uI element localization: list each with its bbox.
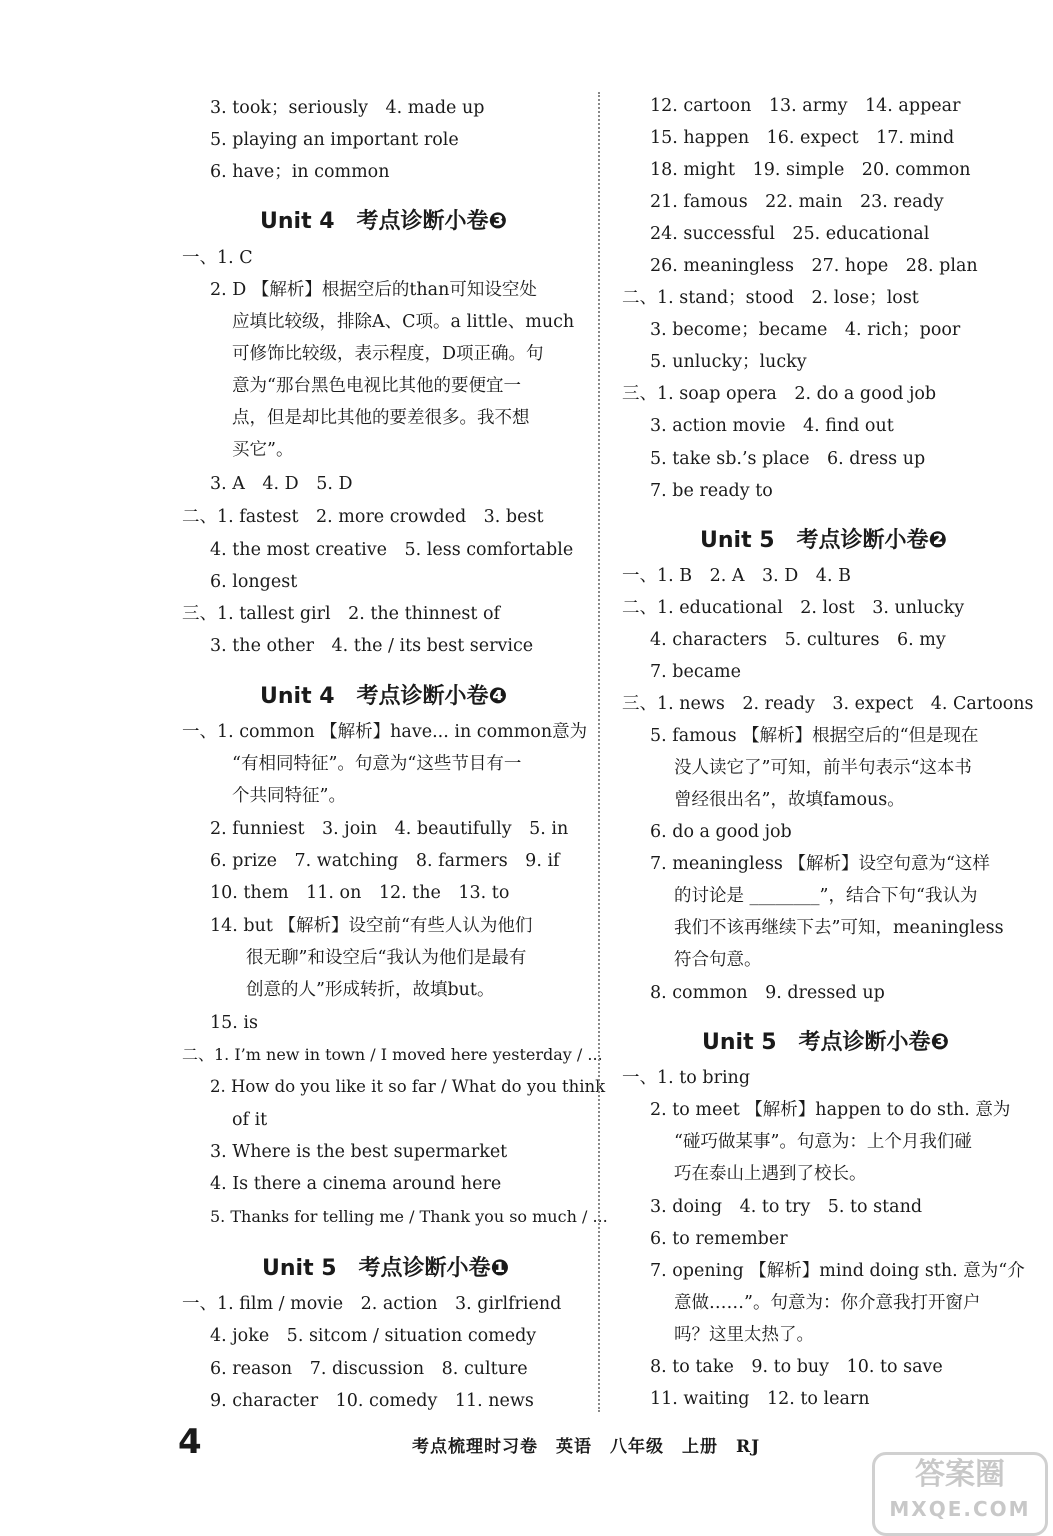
- answer-line: 3. become；became 4. rich；poor: [650, 320, 961, 340]
- answer-line: 4. characters 5. cultures 6. my: [650, 630, 946, 650]
- answer-line: 5. playing an important role: [210, 130, 459, 150]
- answer-line: 4. Is there a cinema around here: [210, 1174, 502, 1194]
- answer-line: 6. prize 7. watching 8. farmers 9. if: [210, 851, 560, 871]
- answer-line: 21. famous 22. main 23. ready: [650, 192, 944, 212]
- answer-line: 三、1. soap opera 2. do a good job: [622, 384, 937, 404]
- answer-line: 15. is: [210, 1013, 258, 1033]
- answer-line: 的讨论是 ________”，结合下句“我认为: [674, 886, 978, 906]
- answer-line: “有相同特征”。句意为“这些节目有一: [232, 754, 522, 774]
- answer-line: 6. to remember: [650, 1229, 788, 1249]
- answer-line: 很无聊”和设空后“我认为他们是最有: [246, 948, 527, 968]
- answer-line: 吗？这里太热了。: [674, 1325, 814, 1345]
- answer-line: 15. happen 16. expect 17. mind: [650, 128, 955, 148]
- answer-line: 3. took；seriously 4. made up: [210, 98, 485, 118]
- answer-line: of it: [232, 1110, 268, 1130]
- answer-line: 一、1. to bring: [622, 1068, 751, 1088]
- answer-line: 10. them 11. on 12. the 13. to: [210, 883, 510, 903]
- answer-line: 3. action movie 4. find out: [650, 416, 894, 436]
- answer-line: 6. longest: [210, 572, 298, 592]
- watermark-text: 答案圈: [915, 1457, 1005, 1492]
- answer-line: “碰巧做某事”。句意为：上个月我们碰: [674, 1132, 972, 1152]
- answer-line: 三、1. tallest girl 2. the thinnest of: [182, 604, 500, 624]
- answer-line: 2. D 【解析】根据空后的than可知设空处: [210, 280, 537, 300]
- book-info-footer: 考点梳理时习卷 英语 八年级 上册 RJ: [412, 1437, 761, 1457]
- answer-line: 我们不该再继续下去”可知，meaningless: [674, 918, 1004, 938]
- answer-line: 可修饰比较级，表示程度，D项正确。句: [232, 344, 544, 364]
- answer-line: 点，但是却比其他的要差很多。我不想: [232, 408, 530, 428]
- answer-line: 意做……”。句意为：你介意我打开窗户: [674, 1293, 981, 1313]
- answer-line: 7. be ready to: [650, 481, 773, 501]
- answer-line: 12. cartoon 13. army 14. appear: [650, 96, 961, 116]
- answer-line: 二、1. fastest 2. more crowded 3. best: [182, 507, 544, 527]
- answer-line: 5. take sb.’s place 6. dress up: [650, 449, 926, 469]
- answer-line: 一、1. common 【解析】have... in common意为: [182, 722, 588, 742]
- watermark-logo: [872, 1452, 1048, 1536]
- answer-line: 8. to take 9. to buy 10. to save: [650, 1357, 943, 1377]
- answer-line: 一、1. C: [182, 248, 253, 268]
- answer-line: 4. the most creative 5. less comfortable: [210, 540, 574, 560]
- answer-line: 意为“那台黑色电视比其他的要便宜一: [232, 376, 521, 396]
- watermark-url: MXQE.COM: [889, 1497, 1031, 1521]
- answer-line: 5. Thanks for telling me / Thank you so much / ...: [210, 1207, 608, 1226]
- answer-line: 11. waiting 12. to learn: [650, 1389, 870, 1409]
- answer-line: 24. successful 25. educational: [650, 224, 930, 244]
- answer-line: 个共同特征”。: [232, 786, 346, 806]
- answer-line: 一、1. film / movie 2. action 3. girlfriend: [182, 1294, 562, 1314]
- answer-line: 没人读它了”可知，前半句表示“这本书: [674, 758, 972, 778]
- answer-line: 5. famous 【解析】根据空后的“但是现在: [650, 726, 979, 746]
- answer-line: 三、1. news 2. ready 3. expect 4. Cartoons: [622, 694, 1034, 714]
- answer-line: 14. but 【解析】设空前“有些人认为他们: [210, 916, 533, 936]
- answer-line: 2. to meet 【解析】happen to do sth. 意为: [650, 1100, 1011, 1120]
- answer-line: 7. became: [650, 662, 742, 682]
- section-heading: Unit 5 考点诊断小卷❶: [262, 1256, 510, 1281]
- answer-line: 7. opening 【解析】mind doing sth. 意为“介: [650, 1261, 1025, 1281]
- section-heading: Unit 4 考点诊断小卷❹: [260, 684, 508, 709]
- answer-line: 4. joke 5. sitcom / situation comedy: [210, 1326, 537, 1346]
- answer-line: 18. might 19. simple 20. common: [650, 160, 971, 180]
- answer-line: 3. doing 4. to try 5. to stand: [650, 1197, 923, 1217]
- section-heading: Unit 4 考点诊断小卷❸: [260, 209, 508, 234]
- answer-line: 26. meaningless 27. hope 28. plan: [650, 256, 978, 276]
- answer-line: 8. common 9. dressed up: [650, 983, 885, 1003]
- page-number: 4: [178, 1422, 202, 1462]
- section-heading: Unit 5 考点诊断小卷❷: [700, 528, 948, 553]
- answer-line: 一、1. B 2. A 3. D 4. B: [622, 566, 851, 586]
- answer-line: 6. do a good job: [650, 822, 792, 842]
- answer-line: 创意的人”形成转折，故填but。: [246, 980, 495, 1000]
- answer-line: 符合句意。: [674, 950, 762, 970]
- answer-line: 二、1. stand；stood 2. lose；lost: [622, 288, 919, 308]
- answer-line: 二、1. I’m new in town / I moved here yesterday / ...: [182, 1045, 603, 1064]
- column-divider: [598, 92, 600, 1412]
- answer-line: 6. reason 7. discussion 8. culture: [210, 1359, 528, 1379]
- answer-line: 买它”。: [232, 440, 294, 460]
- answer-line: 应填比较级，排除A、C项。a little、much: [232, 312, 575, 332]
- answer-line: 3. A 4. D 5. D: [210, 474, 353, 494]
- answer-line: 曾经很出名”，故填famous。: [674, 790, 905, 810]
- answer-line: 3. the other 4. the / its best service: [210, 636, 534, 656]
- answer-line: 二、1. educational 2. lost 3. unlucky: [622, 598, 965, 618]
- answer-line: 7. meaningless 【解析】设空句意为“这样: [650, 854, 990, 874]
- answer-line: 9. character 10. comedy 11. news: [210, 1391, 534, 1411]
- section-heading: Unit 5 考点诊断小卷❸: [702, 1030, 950, 1055]
- answer-line: 巧在泰山上遇到了校长。: [674, 1164, 867, 1184]
- answer-line: 2. How do you like it so far / What do you think: [210, 1077, 606, 1096]
- answer-line: 6. have；in common: [210, 162, 390, 182]
- answer-line: 5. unlucky；lucky: [650, 352, 807, 372]
- answer-line: 2. funniest 3. join 4. beautifully 5. in: [210, 819, 569, 839]
- answer-line: 3. Where is the best supermarket: [210, 1142, 508, 1162]
